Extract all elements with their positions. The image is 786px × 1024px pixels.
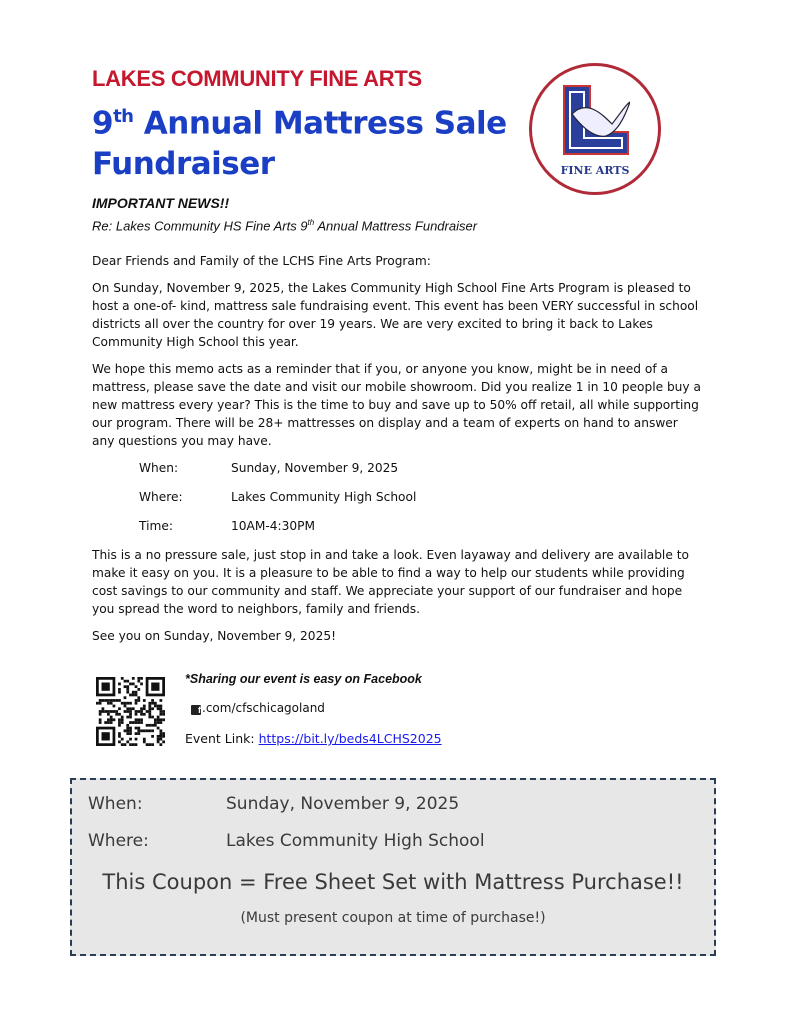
paragraph: We hope this memo acts as a reminder that if you, or anyone you know, might be in need of a mattress, please save the date and visit our mobile showroom. Did you realize 1 in 10 people buy a new mattress every year? This is the time to buy and save up to 50% off retail, all while supporting our program. There will be 28+ mattresses on display and a team of experts on hand to answer any questions you may have. xyxy=(92,362,701,448)
greeting: Dear Friends and Family of the LCHS Fine Arts Program: xyxy=(92,254,431,268)
re-post: Annual Mattress Fundraiser xyxy=(314,218,478,234)
detail-label: When: xyxy=(139,461,179,475)
facebook-icon: f xyxy=(191,705,201,715)
coupon-value: Sunday, November 9, 2025 xyxy=(226,794,460,814)
coupon-where xyxy=(88,831,485,851)
paragraph: This is a no pressure sale, just stop in and take a look. Even layaway and delivery are available to make it easy on you. It is a pleasure to be able to find a way to help our students while providing cost savings to our community and staff. We appreciate your support of our fundraiser and hope you spread the word to neighbors, family and friends. xyxy=(92,548,689,616)
facebook-handle xyxy=(191,701,325,715)
logo-text: FINE ARTS xyxy=(560,164,630,177)
detail-label: Time: xyxy=(139,519,173,533)
detail-value: 10AM-4:30PM xyxy=(231,519,315,533)
closing: See you on Sunday, November 9, 2025! xyxy=(92,629,336,643)
detail-time xyxy=(139,517,702,535)
detail-value: Sunday, November 9, 2025 xyxy=(231,461,399,475)
important-news-heading: IMPORTANT NEWS!! xyxy=(92,195,230,211)
share-heading: *Sharing our event is easy on Facebook xyxy=(185,672,422,686)
detail-label: Where: xyxy=(139,490,183,504)
facebook-url: .com/cfschicagoland xyxy=(202,701,325,715)
coupon-label: When: xyxy=(88,794,143,814)
org-name: LAKES COMMUNITY FINE ARTS xyxy=(92,66,422,91)
event-link-line xyxy=(185,731,442,746)
detail-value: Lakes Community High School xyxy=(231,490,417,504)
re-pre: Re: Lakes Community HS Fine Arts 9 xyxy=(92,218,308,234)
coupon-value: Lakes Community High School xyxy=(226,831,485,851)
detail-when xyxy=(139,459,702,477)
title-number: 9 xyxy=(92,105,114,142)
re-sup: th xyxy=(307,218,315,227)
coupon xyxy=(70,778,716,956)
subject-line xyxy=(92,218,477,233)
eagle-l-icon xyxy=(562,84,630,156)
page-title xyxy=(92,96,532,185)
title-sup: th xyxy=(113,106,134,127)
coupon-when xyxy=(88,794,459,814)
qr-code-icon[interactable] xyxy=(96,677,165,746)
letter-body xyxy=(92,252,702,654)
title-text: Annual Mattress Sale Fundraiser xyxy=(92,105,507,183)
paragraph: On Sunday, November 9, 2025, the Lakes Community High School Fine Arts Program is pleased to host a one-of- kind, mattress sale fundraising event. This event has been VERY successful in school districts all over the country for over 19 years. We are very excited to bring it back to Lakes Community High School this year. xyxy=(92,281,699,349)
event-link[interactable]: https://bit.ly/beds4LCHS2025 xyxy=(258,731,442,746)
coupon-note: (Must present coupon at time of purchase!) xyxy=(240,910,546,926)
fine-arts-logo xyxy=(529,63,661,195)
coupon-offer: This Coupon = Free Sheet Set with Mattress Purchase!! xyxy=(102,870,684,894)
coupon-label: Where: xyxy=(88,831,149,851)
detail-where xyxy=(139,488,702,506)
event-link-label: Event Link: xyxy=(185,731,259,746)
